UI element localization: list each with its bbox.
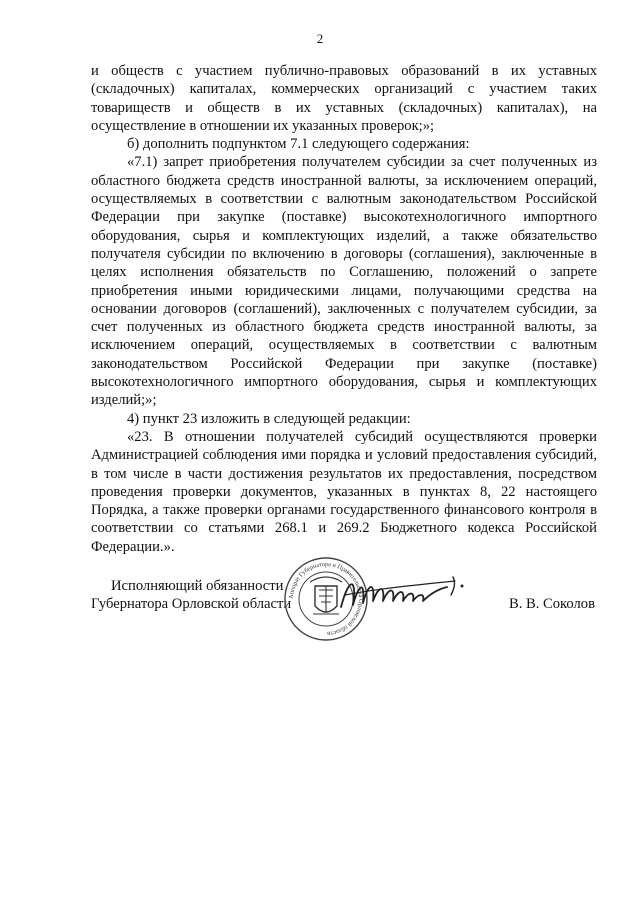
signatory-name: В. В. Соколов	[508, 596, 595, 612]
paragraph: и обществ с участием публично-правовых образований в их уставных (складочных) капиталах, коммерческих организаций с участием таких товариществ и обществ в их уставных (складочных) капиталах), на осуществление в отношении их указанных проверок;»;	[91, 63, 597, 134]
signature-block	[91, 560, 603, 657]
page-number: 2	[316, 31, 324, 46]
paragraph: «23. В отношении получателей субсидий осуществляются проверки Администрацией соблюдения ими порядка и условий предоставления субсидий, в том числе в части достижения результатов их предоставления, посредством проведения проверки документов, указанных в пунктах 8, 22 настоящего Порядка, а также проверки органами государственного финансового контроля в соответствии со статьями 268.1 и 269.2 Бюджетного кодекса Российской Федерации.».	[91, 428, 597, 555]
paragraph: б) дополнить подпунктом 7.1 следующего содержания:	[127, 136, 470, 153]
paragraph: «7.1) запрет приобретения получателем субсидии за счет полученных из областного бюджета средств иностранной валюты, за исключением операций, осуществляемых в соответствии с валютным законодательством Российской Федерации при закупке (поставке) высокотехнологичного импортного оборудования, сырья и комплектующих изделий, а также обязательство получателя субсидии по включению в договоры (соглашения), заключенные в целях исполнения обязательств по Соглашению, положений о запрете приобретения иными юридическими лицами, получающими средства на основании договоров (соглашений), заключенных с получателем субсидии, за счет полученных из областного бюджета средств иностранной валюты, за исключением операций, осуществляемых в соответствии с валютным законодательством Российской Федерации при закупке (поставке) высокотехнологичного импортного оборудования, сырья и комплектующих изделий;»;	[91, 154, 597, 409]
signatory-position	[91, 577, 292, 614]
paragraph: 4) пункт 23 изложить в следующей редакции:	[127, 410, 411, 427]
handwritten-signature-icon	[335, 571, 471, 617]
position-line: Губернатора Орловской области	[91, 596, 292, 613]
svg-text:Аппарат Губернатора и Правител: Аппарат Губернатора и Правительства Орловской области	[287, 560, 365, 638]
position-line: Исполняющий обязанности	[111, 578, 284, 594]
document-body	[91, 62, 597, 556]
